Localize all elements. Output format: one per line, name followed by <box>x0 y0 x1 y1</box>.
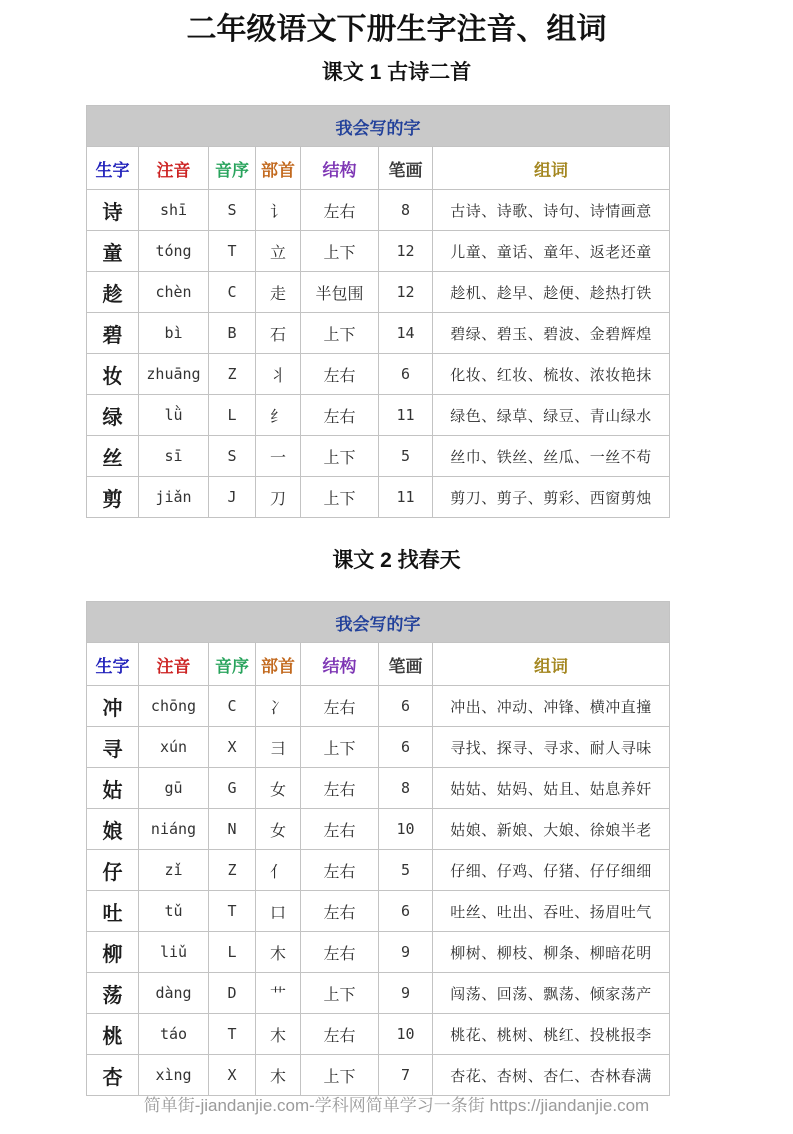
cell-radical: 立 <box>256 231 301 272</box>
table-row <box>87 436 670 477</box>
table-row <box>87 686 670 727</box>
table-row <box>87 354 670 395</box>
cell-radical: 木 <box>256 932 301 973</box>
cell-strokes: 9 <box>379 973 433 1014</box>
cell-initial: Z <box>209 354 256 395</box>
column-header-pinyin: 注音 <box>139 147 209 190</box>
cell-words: 杏花、杏树、杏仁、杏林春满 <box>433 1055 670 1096</box>
cell-char: 剪 <box>87 477 139 518</box>
cell-pinyin: gū <box>139 768 209 809</box>
cell-structure: 左右 <box>301 686 379 727</box>
cell-words: 趁机、趁早、趁便、趁热打铁 <box>433 272 670 313</box>
cell-char: 诗 <box>87 190 139 231</box>
cell-words: 闯荡、回荡、飘荡、倾家荡产 <box>433 973 670 1014</box>
cell-strokes: 11 <box>379 477 433 518</box>
table-row <box>87 395 670 436</box>
cell-structure: 上下 <box>301 477 379 518</box>
table-row <box>87 190 670 231</box>
cell-structure: 上下 <box>301 313 379 354</box>
cell-initial: X <box>209 1055 256 1096</box>
cell-initial: S <box>209 436 256 477</box>
cell-radical: 木 <box>256 1055 301 1096</box>
cell-radical: 纟 <box>256 395 301 436</box>
cell-strokes: 12 <box>379 272 433 313</box>
cell-pinyin: dàng <box>139 973 209 1014</box>
table-row <box>87 727 670 768</box>
table-row <box>87 850 670 891</box>
cell-strokes: 5 <box>379 850 433 891</box>
footer-site-credit: 简单街-jiandanjie.com-学科网简单学习一条街 https://jiandanjie.com <box>143 1096 650 1115</box>
cell-char: 桃 <box>87 1014 139 1055</box>
cell-pinyin: chèn <box>139 272 209 313</box>
cell-structure: 左右 <box>301 1014 379 1055</box>
cell-radical: 彐 <box>256 727 301 768</box>
cell-words: 姑娘、新娘、大娘、徐娘半老 <box>433 809 670 850</box>
cell-words: 绿色、绿草、绿豆、青山绿水 <box>433 395 670 436</box>
cell-char: 仔 <box>87 850 139 891</box>
cell-structure: 上下 <box>301 1055 379 1096</box>
column-header-words: 组词 <box>433 643 670 686</box>
cell-radical: 亻 <box>256 850 301 891</box>
cell-char: 童 <box>87 231 139 272</box>
table-row <box>87 891 670 932</box>
cell-words: 碧绿、碧玉、碧波、金碧辉煌 <box>433 313 670 354</box>
column-header-initial: 音序 <box>209 147 256 190</box>
cell-char: 荡 <box>87 973 139 1014</box>
cell-words: 化妆、红妆、梳妆、浓妆艳抹 <box>433 354 670 395</box>
cell-initial: L <box>209 395 256 436</box>
cell-strokes: 11 <box>379 395 433 436</box>
cell-initial: T <box>209 1014 256 1055</box>
cell-pinyin: lǜ <box>139 395 209 436</box>
cell-char: 妆 <box>87 354 139 395</box>
cell-words: 桃花、桃树、桃红、投桃报李 <box>433 1014 670 1055</box>
cell-initial: D <box>209 973 256 1014</box>
cell-radical: 石 <box>256 313 301 354</box>
table-row <box>87 973 670 1014</box>
cell-structure: 上下 <box>301 727 379 768</box>
cell-structure: 左右 <box>301 809 379 850</box>
cell-char: 趁 <box>87 272 139 313</box>
table-row <box>87 1014 670 1055</box>
cell-structure: 左右 <box>301 768 379 809</box>
cell-strokes: 10 <box>379 1014 433 1055</box>
table-merged-header: 我会写的字 <box>87 602 670 643</box>
cell-pinyin: jiǎn <box>139 477 209 518</box>
cell-initial: T <box>209 891 256 932</box>
cell-char: 娘 <box>87 809 139 850</box>
column-header-char: 生字 <box>87 643 139 686</box>
cell-radical: 女 <box>256 809 301 850</box>
cell-pinyin: sī <box>139 436 209 477</box>
cell-structure: 半包围 <box>301 272 379 313</box>
cell-words: 剪刀、剪子、剪彩、西窗剪烛 <box>433 477 670 518</box>
cell-strokes: 8 <box>379 768 433 809</box>
cell-radical: 冫 <box>256 686 301 727</box>
cell-radical: 走 <box>256 272 301 313</box>
section-title-lesson-1: 课文 1 古诗二首 <box>321 61 472 84</box>
column-header-pinyin: 注音 <box>139 643 209 686</box>
cell-words: 吐丝、吐出、吞吐、扬眉吐气 <box>433 891 670 932</box>
cell-structure: 上下 <box>301 436 379 477</box>
cell-char: 寻 <box>87 727 139 768</box>
cell-radical: 口 <box>256 891 301 932</box>
cell-pinyin: niáng <box>139 809 209 850</box>
cell-char: 杏 <box>87 1055 139 1096</box>
cell-strokes: 14 <box>379 313 433 354</box>
cell-strokes: 6 <box>379 891 433 932</box>
cell-words: 柳树、柳枝、柳条、柳暗花明 <box>433 932 670 973</box>
cell-structure: 上下 <box>301 973 379 1014</box>
cell-words: 寻找、探寻、寻求、耐人寻味 <box>433 727 670 768</box>
cell-char: 吐 <box>87 891 139 932</box>
cell-radical: 木 <box>256 1014 301 1055</box>
cell-structure: 上下 <box>301 231 379 272</box>
cell-char: 丝 <box>87 436 139 477</box>
cell-structure: 左右 <box>301 190 379 231</box>
table-row <box>87 1055 670 1096</box>
cell-char: 碧 <box>87 313 139 354</box>
column-header-structure: 结构 <box>301 147 379 190</box>
column-header-structure: 结构 <box>301 643 379 686</box>
cell-pinyin: táo <box>139 1014 209 1055</box>
cell-strokes: 5 <box>379 436 433 477</box>
column-header-words: 组词 <box>433 147 670 190</box>
cell-radical: 女 <box>256 768 301 809</box>
cell-initial: T <box>209 231 256 272</box>
column-header-initial: 音序 <box>209 643 256 686</box>
cell-char: 绿 <box>87 395 139 436</box>
cell-structure: 左右 <box>301 395 379 436</box>
cell-words: 仔细、仔鸡、仔猪、仔仔细细 <box>433 850 670 891</box>
cell-pinyin: shī <box>139 190 209 231</box>
cell-radical: 丬 <box>256 354 301 395</box>
cell-radical: 一 <box>256 436 301 477</box>
cell-initial: G <box>209 768 256 809</box>
vocab-table-lesson-1 <box>86 105 670 518</box>
table-row <box>87 313 670 354</box>
cell-initial: X <box>209 727 256 768</box>
worksheet-page <box>0 12 793 1134</box>
cell-strokes: 9 <box>379 932 433 973</box>
cell-strokes: 12 <box>379 231 433 272</box>
table-row <box>87 272 670 313</box>
cell-words: 冲出、冲动、冲锋、横冲直撞 <box>433 686 670 727</box>
cell-radical: 讠 <box>256 190 301 231</box>
cell-initial: N <box>209 809 256 850</box>
cell-pinyin: chōng <box>139 686 209 727</box>
cell-char: 柳 <box>87 932 139 973</box>
cell-initial: C <box>209 686 256 727</box>
page-title: 二年级语文下册生字注音、组词 <box>186 13 607 46</box>
cell-strokes: 6 <box>379 354 433 395</box>
cell-structure: 左右 <box>301 354 379 395</box>
cell-initial: S <box>209 190 256 231</box>
cell-pinyin: tǔ <box>139 891 209 932</box>
cell-initial: Z <box>209 850 256 891</box>
vocab-table-lesson-2 <box>86 601 670 1096</box>
table-merged-header: 我会写的字 <box>87 106 670 147</box>
column-header-strokes: 笔画 <box>379 643 433 686</box>
cell-initial: J <box>209 477 256 518</box>
cell-structure: 左右 <box>301 850 379 891</box>
cell-initial: L <box>209 932 256 973</box>
cell-words: 丝巾、铁丝、丝瓜、一丝不苟 <box>433 436 670 477</box>
column-header-radical: 部首 <box>256 147 301 190</box>
cell-char: 冲 <box>87 686 139 727</box>
cell-char: 姑 <box>87 768 139 809</box>
section-title-lesson-2: 课文 2 找春天 <box>332 549 461 572</box>
cell-pinyin: xìng <box>139 1055 209 1096</box>
cell-initial: C <box>209 272 256 313</box>
cell-initial: B <box>209 313 256 354</box>
cell-pinyin: xún <box>139 727 209 768</box>
column-header-radical: 部首 <box>256 643 301 686</box>
column-header-strokes: 笔画 <box>379 147 433 190</box>
table-row <box>87 932 670 973</box>
cell-pinyin: zǐ <box>139 850 209 891</box>
cell-words: 儿童、童话、童年、返老还童 <box>433 231 670 272</box>
cell-radical: 刀 <box>256 477 301 518</box>
cell-structure: 左右 <box>301 891 379 932</box>
cell-radical: 艹 <box>256 973 301 1014</box>
cell-strokes: 7 <box>379 1055 433 1096</box>
cell-pinyin: zhuāng <box>139 354 209 395</box>
cell-strokes: 8 <box>379 190 433 231</box>
cell-structure: 左右 <box>301 932 379 973</box>
cell-words: 姑姑、姑妈、姑且、姑息养奸 <box>433 768 670 809</box>
cell-pinyin: bì <box>139 313 209 354</box>
table-row <box>87 477 670 518</box>
cell-words: 古诗、诗歌、诗句、诗情画意 <box>433 190 670 231</box>
table-row <box>87 809 670 850</box>
cell-strokes: 6 <box>379 686 433 727</box>
cell-pinyin: tóng <box>139 231 209 272</box>
cell-pinyin: liǔ <box>139 932 209 973</box>
cell-strokes: 10 <box>379 809 433 850</box>
table-row <box>87 231 670 272</box>
table-row <box>87 768 670 809</box>
cell-strokes: 6 <box>379 727 433 768</box>
column-header-char: 生字 <box>87 147 139 190</box>
